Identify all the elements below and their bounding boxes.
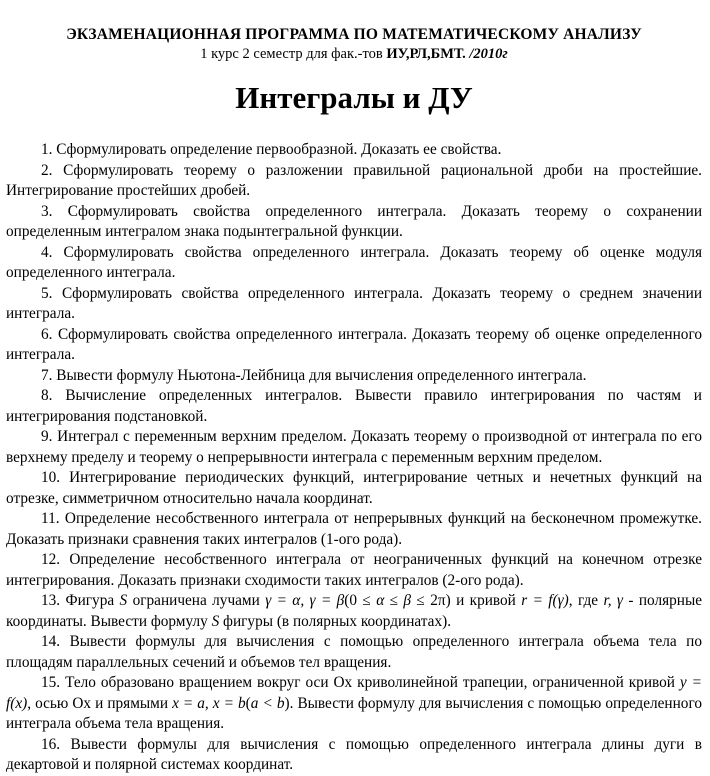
item-text: , осью Ox и прямыми <box>27 694 173 712</box>
list-item <box>6 427 702 468</box>
item-text: Интегрирование периодических функций, интегрирование четных и нечетных функций на отрезке, симметричном относительно начала координат. <box>6 469 702 507</box>
item-text: Вычисление определенных интегралов. Вывести правило интегрирования по частям и интегрирования подстановкой. <box>6 387 702 425</box>
item-number: 16. <box>41 735 71 753</box>
item-number: 5. <box>41 284 62 302</box>
item-text: (0 ≤ <box>344 592 377 609</box>
item-text: Определение несобственного интеграла от неограниченных функций на конечном отрезке интегрирования. Доказать признаки сходимости таких интегралов (2-ого рода). <box>6 551 702 589</box>
item-number: 11. <box>41 510 65 527</box>
item-text: - полярные координаты. Вывести формулу <box>6 592 703 630</box>
math-expression: S <box>119 592 128 609</box>
list-item <box>6 468 702 509</box>
math-expression: y = f(x) <box>6 674 702 712</box>
item-number: 3. <box>41 202 68 220</box>
item-number: 2. <box>41 161 64 179</box>
item-text: Фигура <box>65 592 120 609</box>
item-text: Вывести формулу Ньютона-Лейбница для вычисления определенного интеграла. <box>56 366 587 384</box>
item-text: Вывести формулы для вычисления с помощью определенного интеграла объема тела по площадям параллельных сечений и объемов тел вращения. <box>6 633 702 671</box>
math-expression: r, γ <box>603 592 623 609</box>
item-number: 4. <box>41 243 64 261</box>
list-item <box>6 550 702 591</box>
item-text: ограничена лучами <box>127 592 266 609</box>
item-number: 13. <box>41 592 66 609</box>
item-text: ≤ <box>384 592 404 609</box>
item-text: фигуры (в полярных координатах). <box>219 612 452 630</box>
item-text: Сформулировать теорему о разложении правильной рациональной дроби на простейшие. Интегрирование простейших дробей. <box>6 161 702 199</box>
list-item <box>6 673 702 735</box>
math-expression: S <box>211 612 220 630</box>
math-expression: β <box>403 592 412 609</box>
math-expression: γ = α, γ = β <box>265 592 345 609</box>
list-item <box>6 161 702 202</box>
list-item <box>6 735 702 776</box>
item-text: ). Вывести формулу для вычисления с помощью определенного интеграла объема тела вращения. <box>6 694 702 732</box>
list-item <box>6 202 702 243</box>
list-item <box>6 509 702 550</box>
item-number: 15. <box>41 674 66 691</box>
item-number: 9. <box>41 428 58 445</box>
item-text: Определение несобственного интеграла от непрерывных функций на бесконечном промежутке. Доказать признаки сравнения таких интегралов (1-ого рода). <box>6 510 702 548</box>
list-item <box>6 243 702 284</box>
math-expression: α <box>376 592 385 609</box>
header-line2-faculties: ИУ,РЛ,БМТ. <box>386 46 466 62</box>
item-text: Сформулировать свойства определенного интеграла. Доказать теорему о среднем значении интеграла. <box>6 284 702 322</box>
header-line1: ЭКЗАМЕНАЦИОННАЯ ПРОГРАММА ПО МАТЕМАТИЧЕСКОМУ АНАЛИЗУ <box>66 26 642 43</box>
document-header <box>6 26 702 63</box>
list-item <box>6 284 702 325</box>
question-list <box>6 140 702 776</box>
list-item <box>6 591 702 632</box>
item-number: 14. <box>41 633 70 650</box>
item-text: Интеграл с переменным верхним пределом. Доказать теорему о производной от интеграла по его верхнему пределу и теорему о непрерывности интеграла с переменным верхним пределом. <box>6 428 702 466</box>
list-item <box>6 366 702 387</box>
item-text: Тело образовано вращением вокруг оси Ox криволинейной трапеции, ограниченной кривой <box>65 674 680 691</box>
item-number: 8. <box>41 387 66 404</box>
item-number: 1. <box>41 141 57 158</box>
item-text: ≤ 2π) и кривой <box>411 592 522 609</box>
item-number: 10. <box>41 469 70 486</box>
item-text: Вывести формулы для вычисления с помощью определенного интеграла длины дуги в декартовой и полярной системах координат. <box>6 735 702 773</box>
list-item <box>6 632 702 673</box>
header-line2 <box>6 46 702 63</box>
list-item <box>6 140 702 161</box>
list-item <box>6 386 702 427</box>
header-line2-prefix: 1 курс 2 семестр для фак.-тов <box>200 46 387 62</box>
item-text: Сформулировать свойства определенного интеграла. Доказать теорему об оценке определенного интеграла. <box>6 325 702 363</box>
math-expression: r = f(γ) <box>521 592 569 609</box>
item-text: ( <box>245 694 251 712</box>
item-text: Сформулировать свойства определенного интеграла. Доказать теорему об оценке модуля определенного интеграла. <box>6 243 702 281</box>
item-text: Сформулировать определение первообразной. Доказать ее свойства. <box>56 141 502 158</box>
item-number: 6. <box>41 325 58 343</box>
list-item <box>6 325 702 366</box>
page-title: Интегралы и ДУ <box>235 80 473 115</box>
math-expression: x = a, x = b <box>172 694 246 712</box>
item-text: Сформулировать свойства определенного интеграла. Доказать теорему о сохранении определенным интегралом знака подынтегральной функции. <box>6 202 703 240</box>
item-number: 12. <box>41 551 70 568</box>
item-text: , где <box>568 592 604 609</box>
header-line2-year: /2010г <box>465 46 508 62</box>
item-number: 7. <box>41 366 57 384</box>
math-expression: a < b <box>250 694 285 712</box>
